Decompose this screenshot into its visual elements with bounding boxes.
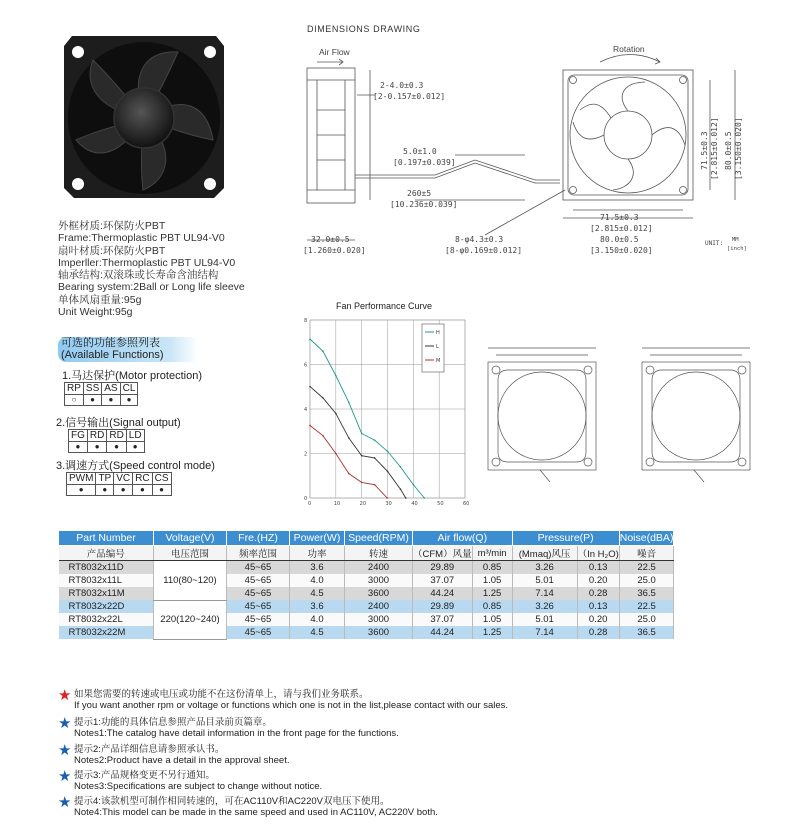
table-cell: 3.26: [512, 600, 577, 613]
table-cell: 3600: [345, 587, 413, 600]
table-cell: 0.13: [577, 561, 619, 575]
table-cell: 45~65: [227, 574, 290, 587]
spec-line: 轴承结构:双滚珠或长寿命含油结构: [58, 269, 219, 282]
blue-star-icon: ★: [58, 794, 72, 811]
code-cell: TP: [96, 473, 114, 485]
code-symbol: ●: [133, 485, 152, 496]
table-cell: 44.24: [413, 626, 473, 639]
x-tick-label: 0: [308, 501, 312, 507]
note-item: [58, 715, 399, 739]
table-cell: 7.14: [512, 626, 577, 639]
part-number-cell: RT8032x22M: [59, 626, 154, 639]
table-row: [59, 600, 674, 613]
subheader-cell: 转速: [345, 546, 413, 561]
table-cell: 2400: [345, 600, 413, 613]
note-cn: 提示3:产品规格变更不另行通知。: [74, 770, 215, 781]
data-point: [335, 453, 337, 455]
table-subheader-row: [59, 546, 674, 561]
unit-label: UNIT:: [705, 240, 724, 247]
code-symbol: ○: [65, 395, 84, 406]
table-cell: 0.20: [577, 574, 619, 587]
spec-line: Imperller:Thermoplastic PBT UL94-V0: [58, 256, 236, 269]
dim-pitch-vertical: 71.5±0.3: [700, 131, 709, 170]
note-en: Notes3:Specifications are subject to change without notice.: [74, 780, 323, 792]
table-cell: 0.28: [577, 587, 619, 600]
fan-photo: [58, 30, 230, 202]
part-number-cell: RT8032x11L: [59, 574, 154, 587]
legend-label: L: [436, 344, 439, 350]
dim-pitch: 71.5±0.3: [600, 213, 639, 222]
data-point: [309, 386, 311, 388]
code-symbol: ●: [83, 395, 101, 406]
dim-lead: 5.0±1.0: [403, 147, 437, 156]
function-group-label: 1.马达保护(Motor protection): [62, 370, 202, 382]
code-cell: RD: [87, 430, 106, 442]
table-cell: 29.89: [413, 600, 473, 613]
functions-title-cn: 可选的功能参照列表: [61, 337, 160, 349]
code-cell: SS: [83, 383, 101, 395]
table-cell: 3600: [345, 626, 413, 639]
table-cell: 0.28: [577, 626, 619, 639]
table-cell: 3.6: [290, 561, 345, 575]
subheader-cell: (Mmaq)风压: [512, 546, 577, 561]
data-point: [348, 473, 350, 475]
code-cell: RP: [65, 383, 84, 395]
code-symbol: ●: [120, 395, 138, 406]
data-point: [405, 497, 407, 499]
header-power: Power(W): [290, 531, 345, 546]
table-row: [59, 587, 674, 600]
dim-depth: 32.0±0.5: [311, 235, 350, 244]
curve-title: Fan Performance Curve: [336, 301, 433, 311]
dim-lead-inch: [0.197±0.039]: [393, 158, 456, 167]
table-cell: 1.05: [472, 574, 512, 587]
spec-line: 单体风扇重量:95g: [58, 293, 142, 306]
table-cell: 0.85: [472, 561, 512, 575]
part-number-cell: RT8032x11D: [59, 561, 154, 575]
table-cell: 45~65: [227, 626, 290, 639]
functions-header: [58, 337, 198, 362]
red-star-icon: ★: [58, 687, 72, 704]
code-cell: AS: [102, 383, 120, 395]
dimensions-drawing: [295, 40, 775, 260]
series-line-H: [310, 339, 424, 498]
spec-line: Unit Weight:95g: [58, 306, 133, 319]
motor-protection-codes: [64, 382, 138, 406]
spec-list: [58, 220, 245, 318]
table-cell: 0.20: [577, 613, 619, 626]
dim-pitch-inch: [2.815±0.012]: [590, 224, 653, 233]
legend-label: M: [436, 358, 441, 364]
data-point: [309, 338, 311, 340]
table-header-row: [59, 531, 674, 546]
unit-mm: MM: [732, 237, 739, 243]
data-point: [322, 435, 324, 437]
header-frequency: Fre.(HZ): [227, 531, 290, 546]
voltage-cell: 110(80~120): [154, 561, 227, 601]
table-row: [59, 626, 674, 639]
data-point: [348, 437, 350, 439]
data-point: [413, 484, 415, 486]
data-point: [361, 482, 363, 484]
table-cell: 3.6: [290, 600, 345, 613]
table-cell: 3.26: [512, 561, 577, 575]
table-cell: 45~65: [227, 561, 290, 575]
x-tick-label: 30: [385, 501, 392, 507]
series-line-M: [310, 425, 387, 498]
dim-holes-inch: [2-0.157±0.012]: [373, 92, 446, 101]
subheader-cell: 噪音: [619, 546, 674, 561]
note-en: If you want another rpm or voltage or functions which one is not in the list,please contact with our sales.: [74, 699, 509, 711]
data-point: [335, 413, 337, 415]
dim-size-inch-vertical: [3.150±0.020]: [734, 117, 743, 180]
table-cell: 2400: [345, 561, 413, 575]
part-number-cell: RT8032x11M: [59, 587, 154, 600]
y-tick-label: 0: [304, 496, 308, 502]
data-point: [400, 466, 402, 468]
data-point: [335, 375, 337, 377]
part-number-cell: RT8032x22D: [59, 600, 154, 613]
header-speed: Speed(RPM): [345, 531, 413, 546]
x-tick-label: 60: [463, 501, 470, 507]
code-cell: RC: [133, 473, 152, 485]
table-row: [59, 613, 674, 626]
note-cn: 提示4:该款机型可制作相同转速的，可在AC110V和AC220V双电压下使用。: [74, 796, 390, 807]
header-voltage: Voltage(V): [154, 531, 227, 546]
subheader-cell: 产品编号: [59, 546, 154, 561]
table-cell: 37.07: [413, 613, 473, 626]
header-pressure: Pressure(P): [512, 531, 619, 546]
data-point: [309, 425, 311, 427]
data-point: [400, 488, 402, 490]
dim-mount-inch: [8-φ0.169±0.012]: [445, 246, 523, 255]
table-cell: 4.0: [290, 574, 345, 587]
blue-star-icon: ★: [58, 715, 72, 732]
x-tick-label: 20: [359, 501, 367, 507]
data-point: [387, 450, 389, 452]
data-point: [361, 455, 363, 457]
data-point: [423, 497, 425, 499]
table-cell: 0.85: [472, 600, 512, 613]
dim-mount: 8-φ4.3±0.3: [455, 235, 504, 244]
specification-table: [58, 530, 674, 640]
rotation-label: Rotation: [613, 44, 645, 54]
code-symbol: ●: [96, 485, 114, 496]
code-cell: RD: [107, 430, 126, 442]
code-cell: FG: [69, 430, 88, 442]
table-row: [59, 574, 674, 587]
note-item: [58, 768, 323, 792]
y-tick-label: 8: [304, 318, 308, 324]
note-cn: 提示1:功能的具体信息参照产品目录前页篇章。: [74, 717, 272, 728]
x-tick-label: 40: [411, 501, 418, 507]
note-cn: 提示2:产品详细信息请参照承认书。: [74, 744, 225, 755]
table-cell: 37.07: [413, 574, 473, 587]
note-item: [58, 742, 290, 766]
header-airflow: Air flow(Q): [413, 531, 513, 546]
functions-title-en: (Available Functions): [61, 348, 164, 361]
dim-pitch-inch-vertical: [2.815±0.012]: [710, 117, 719, 180]
table-cell: 1.25: [472, 587, 512, 600]
subheader-cell: m³/min: [472, 546, 512, 561]
table-cell: 45~65: [227, 600, 290, 613]
air-flow-label: Air Flow: [319, 47, 350, 57]
dim-size: 80.0±0.5: [600, 235, 639, 244]
table-cell: 22.5: [619, 600, 674, 613]
code-symbol: ●: [126, 442, 144, 453]
table-cell: 22.5: [619, 561, 674, 575]
data-point: [387, 471, 389, 473]
table-row: [59, 561, 674, 575]
table-cell: 3000: [345, 613, 413, 626]
performance-chart: [300, 312, 475, 522]
dim-size-vertical: 80.0±0.5: [724, 131, 733, 170]
table-cell: 5.01: [512, 613, 577, 626]
code-cell: CS: [152, 473, 171, 485]
unit-inch: [inch]: [727, 246, 747, 252]
code-symbol: ●: [102, 395, 120, 406]
code-symbol: ●: [114, 485, 133, 496]
table-cell: 4.5: [290, 587, 345, 600]
data-point: [374, 457, 376, 459]
spec-line: Frame:Thermoplastic PBT UL94-V0: [58, 232, 225, 245]
table-cell: 7.14: [512, 587, 577, 600]
table-cell: 45~65: [227, 587, 290, 600]
table-cell: 3000: [345, 574, 413, 587]
y-tick-label: 6: [304, 362, 308, 369]
code-cell: LD: [126, 430, 144, 442]
data-point: [374, 439, 376, 441]
table-cell: 44.24: [413, 587, 473, 600]
table-cell: 1.25: [472, 626, 512, 639]
dim-cable-inch: [10.236±0.039]: [390, 200, 458, 209]
code-symbol: ●: [107, 442, 126, 453]
table-cell: 5.01: [512, 574, 577, 587]
spec-line: Bearing system:2Ball or Long life sleeve: [58, 281, 245, 294]
chart-legend: [422, 324, 444, 372]
data-point: [374, 484, 376, 486]
subheader-cell: 功率: [290, 546, 345, 561]
dim-depth-inch: [1.260±0.020]: [303, 246, 366, 255]
table-cell: 4.0: [290, 613, 345, 626]
side-views: [480, 320, 770, 490]
speed-control-codes: [66, 472, 172, 496]
data-point: [361, 433, 363, 435]
subheader-cell: （CFM）风量: [413, 546, 473, 561]
note-item: [58, 794, 438, 818]
subheader-cell: 频率范围: [227, 546, 290, 561]
note-en: Notes2:Product have a detail in the approval sheet.: [74, 754, 290, 766]
x-tick-label: 50: [437, 501, 444, 507]
blue-star-icon: ★: [58, 742, 72, 759]
table-cell: 25.0: [619, 613, 674, 626]
subheader-cell: （In H₂O): [577, 546, 619, 561]
voltage-cell: 220(120~240): [154, 600, 227, 639]
dim-size-inch: [3.150±0.020]: [590, 246, 653, 255]
data-point: [386, 497, 388, 499]
table-cell: 45~65: [227, 613, 290, 626]
function-group-label: 3.调速方式(Speed control mode): [56, 460, 215, 472]
function-group-label: 2.信号输出(Signal output): [56, 417, 181, 429]
code-cell: CL: [120, 383, 138, 395]
table-cell: 4.5: [290, 626, 345, 639]
signal-output-codes: [68, 429, 145, 453]
code-symbol: ●: [67, 485, 96, 496]
note-en: Notes1:The catalog have detail information in the front page for the functions.: [74, 727, 399, 739]
code-cell: PWM: [67, 473, 96, 485]
note-cn: 如果您需要的转速或电压或功能不在这份清单上，请与我们业务联系。: [74, 689, 369, 700]
code-symbol: ●: [152, 485, 171, 496]
table-cell: 0.13: [577, 600, 619, 613]
note-item: [58, 687, 509, 711]
part-number-cell: RT8032x22L: [59, 613, 154, 626]
code-cell: VC: [114, 473, 133, 485]
code-symbol: ●: [69, 442, 88, 453]
header-noise: Noise(dBA): [619, 532, 674, 544]
note-en: Note4:This model can be made in the same speed and used in AC110V, AC220V both.: [74, 806, 438, 818]
subheader-cell: 电压范围: [154, 546, 227, 561]
table-cell: 29.89: [413, 561, 473, 575]
y-tick-label: 2: [304, 451, 308, 458]
data-point: [348, 402, 350, 404]
y-tick-label: 4: [304, 407, 308, 413]
dim-cable: 260±5: [407, 189, 432, 198]
spec-line: 扇叶材质:环保防火PBT: [58, 244, 166, 257]
drawing-title: DIMENSIONS DRAWING: [307, 24, 421, 34]
spec-line: 外框材质:环保防火PBT: [58, 220, 166, 232]
code-symbol: ●: [87, 442, 106, 453]
blue-star-icon: ★: [58, 768, 72, 785]
table-cell: 25.0: [619, 574, 674, 587]
dim-holes: 2-4.0±0.3: [380, 81, 424, 90]
x-tick-label: 10: [333, 501, 341, 507]
data-point: [322, 350, 324, 352]
legend-label: H: [436, 330, 440, 336]
data-point: [322, 397, 324, 399]
table-cell: 36.5: [619, 587, 674, 600]
header-part-number: Part Number: [59, 531, 154, 546]
series-line-L: [310, 387, 406, 498]
table-cell: 36.5: [619, 626, 674, 639]
table-cell: 1.05: [472, 613, 512, 626]
